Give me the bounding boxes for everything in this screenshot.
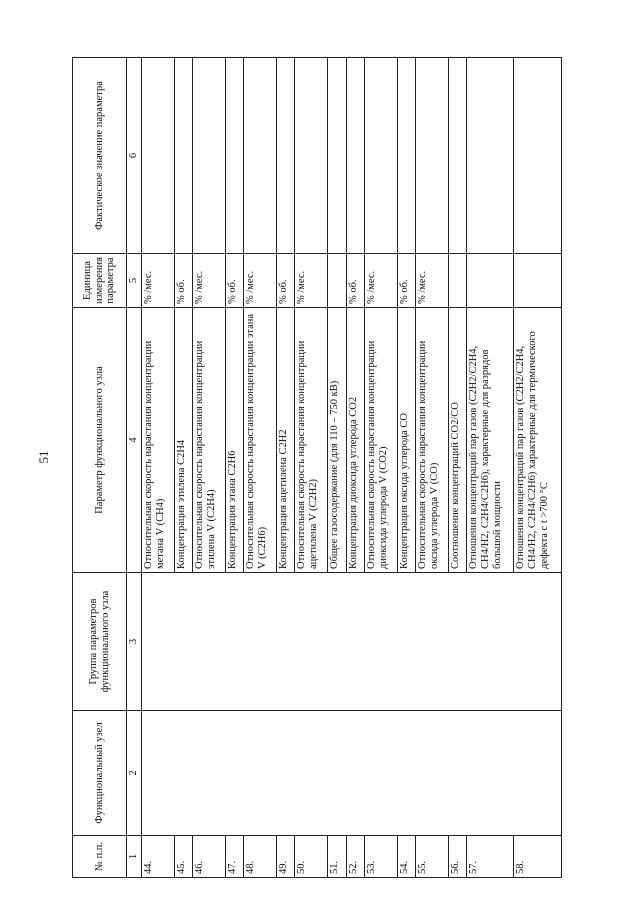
parameter-name: Отношения концентраций пар газов (C2H2/C2H4, CH4/H2, C2H4/C2H6), характерные для разрядов большой мощности (467, 308, 514, 573)
row-number: 46. (193, 836, 226, 878)
parameter-name: Отношения концентраций пар газов (C2H2/C2H4, CH4/H2, C2H4/C2H6) характерные для термического дефекта с t >700 °С (514, 308, 562, 573)
parameter-name: Концентрация оксида углерода CO (397, 308, 415, 573)
header-functional-node: Функциональный узел (73, 711, 127, 836)
unit-cell: % /мес. (364, 254, 397, 308)
header-parameter-group: Группа параметров функционального узла (73, 573, 127, 711)
actual-value-cell (514, 58, 562, 254)
row-number: 48. (244, 836, 277, 878)
row-number: 53. (364, 836, 397, 878)
unit-cell (448, 254, 466, 308)
actual-value-cell (467, 58, 514, 254)
column-number: 5 (127, 254, 142, 308)
parameter-name: Относительная скорость нарастания концентрации ацетилена V (C2H2) (295, 308, 328, 573)
actual-value-cell (193, 58, 226, 254)
unit-cell: % об. (346, 254, 364, 308)
actual-value-cell (328, 58, 346, 254)
actual-value-cell (346, 58, 364, 254)
unit-cell (514, 254, 562, 308)
parameter-name: Относительная скорость нарастания концентрации метана V (CH4) (142, 308, 175, 573)
unit-cell: % об. (174, 254, 192, 308)
unit-cell: % об. (397, 254, 415, 308)
row-number: 45. (174, 836, 192, 878)
unit-cell: % /мес. (142, 254, 175, 308)
parameter-name: Относительная скорость нарастания концентрации оксида углерода V (CO) (415, 308, 448, 573)
unit-cell: % об. (277, 254, 295, 308)
column-number: 3 (127, 573, 142, 711)
header-number: № п.п. (73, 836, 127, 878)
row-number: 47. (225, 836, 243, 878)
actual-value-cell (225, 58, 243, 254)
actual-value-cell (364, 58, 397, 254)
row-number: 58. (514, 836, 562, 878)
parameter-name: Общее газосодержание (для 110 – 750 кВ) (328, 308, 346, 573)
parameter-name: Относительная скорость нарастания концентрации этана V (C2H6) (244, 308, 277, 573)
page-number: 51 (36, 450, 51, 464)
actual-value-cell (448, 58, 466, 254)
unit-cell: % /мес. (415, 254, 448, 308)
actual-value-cell (397, 58, 415, 254)
row-number: 50. (295, 836, 328, 878)
unit-cell: % /мес. (193, 254, 226, 308)
row-number: 56. (448, 836, 466, 878)
table-rotated-container (72, 58, 562, 878)
unit-cell: % /мес. (295, 254, 328, 308)
parameter-name: Концентрация этана C2H6 (225, 308, 243, 573)
column-number: 1 (127, 836, 142, 878)
row-number: 51. (328, 836, 346, 878)
header-actual-value: Фактическое значение параметра (73, 58, 127, 254)
row-number: 49. (277, 836, 295, 878)
parameter-name: Концентрация ацетилена C2H2 (277, 308, 295, 573)
parameter-name: Относительная скорость нарастания концентрации этилена V (C2H4) (193, 308, 226, 573)
actual-value-cell (142, 58, 175, 254)
actual-value-cell (295, 58, 328, 254)
parameter-name: Концентрация этилена C2H4 (174, 308, 192, 573)
parameter-name: Концентрация диоксида углерода CO2 (346, 308, 364, 573)
actual-value-cell (244, 58, 277, 254)
header-unit: Единица измерения параметра (73, 254, 127, 308)
actual-value-cell (174, 58, 192, 254)
row-number: 54. (397, 836, 415, 878)
actual-value-cell (277, 58, 295, 254)
unit-cell: % /мес. (244, 254, 277, 308)
row-number: 52. (346, 836, 364, 878)
functional-node-cell (142, 711, 562, 836)
header-parameter: Параметр функционального узла (73, 308, 127, 573)
row-number: 57. (467, 836, 514, 878)
parameter-name: Относительная скорость нарастания концентрации диоксида углерода V (CO2) (364, 308, 397, 573)
column-number: 6 (127, 58, 142, 254)
column-number: 4 (127, 308, 142, 573)
actual-value-cell (415, 58, 448, 254)
row-number: 44. (142, 836, 175, 878)
unit-cell (467, 254, 514, 308)
table-row (142, 58, 175, 878)
parameter-name: Соотношение концентраций CO2/CO (448, 308, 466, 573)
header-row (73, 58, 127, 878)
unit-cell (328, 254, 346, 308)
column-number-row (127, 58, 142, 878)
column-number: 2 (127, 711, 142, 836)
parameters-table (72, 57, 562, 878)
unit-cell: % об. (225, 254, 243, 308)
row-number: 55. (415, 836, 448, 878)
parameter-group-cell (142, 573, 562, 711)
